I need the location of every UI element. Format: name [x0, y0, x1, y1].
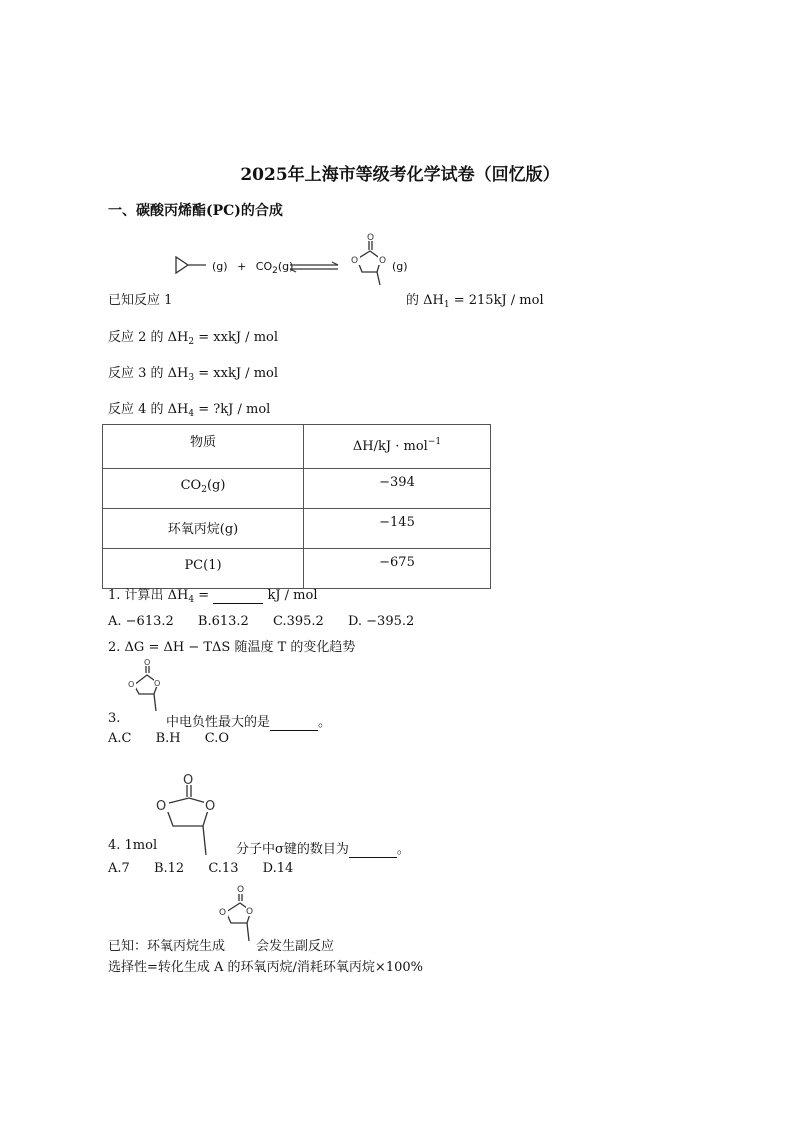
table-header-dh [304, 425, 491, 469]
substance-name: CO [180, 478, 202, 493]
product-state: (g) [392, 260, 408, 273]
substance-sub: 2 [201, 485, 207, 495]
question-2: 2. ΔG = ΔH − TΔS 随温度 T 的变化趋势 [108, 640, 356, 655]
plus-sign: + [237, 260, 247, 273]
svg-text:O: O [219, 908, 227, 918]
known-prefix: 已知：环氧丙烷生成 [108, 939, 226, 954]
table-cell-substance [103, 469, 304, 509]
table-row [103, 469, 491, 509]
svg-text:O: O [246, 907, 254, 917]
reaction-2-line [108, 326, 278, 347]
pc-structure-q3 [126, 656, 162, 714]
option-c: C.13 [208, 861, 239, 876]
table-row [103, 509, 491, 549]
co2-formula: CO [255, 260, 273, 273]
reaction-2-value: = xxkJ / mol [194, 330, 279, 345]
svg-text:O: O [367, 233, 375, 243]
option-d: D. −395.2 [347, 614, 415, 629]
reaction-1-dh-sub: 1 [443, 300, 450, 310]
option-b: B.613.2 [197, 614, 249, 629]
table-header-dh-label: ΔH/kJ · mol [352, 439, 428, 454]
reaction-2-sub: 2 [188, 337, 195, 347]
option-a: A.C [108, 731, 132, 746]
q3-text: 中电负性最大的是 [166, 715, 271, 730]
q4-text: 分子中σ键的数目为 [236, 842, 349, 857]
svg-text:O: O [379, 256, 387, 266]
q4-options [108, 861, 313, 876]
reaction-2-prefix: 反应 2 的 ΔH [108, 330, 189, 345]
reaction-3-prefix: 反应 3 的 ΔH [108, 366, 189, 381]
table-row [103, 549, 491, 589]
reaction-4-value: = ?kJ / mol [194, 402, 271, 417]
table-header-row [103, 425, 491, 469]
svg-text:O: O [351, 256, 359, 266]
reactant-state: (g) [212, 260, 228, 273]
option-c: C.395.2 [272, 614, 324, 629]
page-title: 2025年上海市等级考化学试卷（回忆版） [240, 165, 560, 185]
reaction-3-sub: 3 [188, 373, 195, 383]
table-cell-value: −675 [304, 549, 491, 589]
q4-end: 。 [396, 842, 410, 857]
reaction-4-prefix: 反应 4 的 ΔH [108, 402, 189, 417]
co2-subscript: 2 [272, 266, 278, 276]
q3-number: 3. [108, 711, 121, 726]
svg-text:O: O [205, 799, 216, 814]
table-cell-value: −145 [304, 509, 491, 549]
q1-options [108, 614, 434, 629]
equilibrium-arrow [288, 262, 340, 272]
reaction-1-dh-label: 的 ΔH [406, 293, 444, 308]
q4-answer-blank [349, 842, 397, 858]
q1-sub: 4 [188, 595, 195, 605]
co2-state: (g) [277, 260, 294, 273]
pc-structure-q4 [150, 770, 220, 858]
option-a: A.7 [108, 861, 130, 876]
option-b: B.H [155, 731, 181, 746]
svg-text:O: O [128, 680, 135, 689]
reaction-1-dh [406, 289, 544, 310]
option-a: A. −613.2 [108, 614, 174, 629]
reaction-1-label: 已知反应 1 [108, 293, 173, 308]
q1-eq: = [194, 588, 214, 603]
enthalpy-table [102, 424, 491, 589]
svg-text:O: O [237, 885, 245, 895]
reaction-4-line [108, 398, 270, 419]
pc-atom-labels [346, 232, 390, 288]
svg-text:O: O [156, 799, 167, 814]
substance-name: PC(1) [184, 558, 222, 573]
reaction-1-dh-value: = 215kJ / mol [449, 293, 544, 308]
q1-answer-blank [213, 588, 263, 604]
option-d: D.14 [262, 861, 294, 876]
question-1 [108, 584, 318, 605]
table-cell-substance [103, 509, 304, 549]
option-b: B.12 [153, 861, 185, 876]
section-heading: 一、碳酸丙烯酯(PC)的合成 [108, 203, 283, 219]
reaction-3-value: = xxkJ / mol [194, 366, 279, 381]
question-3 [166, 711, 331, 731]
q1-unit: kJ / mol [263, 588, 318, 603]
reaction-3-line [108, 362, 278, 383]
table-cell-value: −394 [304, 469, 491, 509]
q3-end: 。 [318, 715, 332, 730]
substance-name: 环氧丙烷(g) [167, 522, 239, 537]
q3-options [108, 731, 249, 746]
table-cell-substance [103, 549, 304, 589]
q4-number: 4. 1mol [108, 838, 158, 853]
table-header-dh-sup: −1 [427, 437, 442, 447]
svg-text:O: O [183, 773, 194, 788]
known-suffix: 会发生副反应 [256, 939, 335, 954]
svg-text:O: O [144, 658, 151, 667]
epoxide-structure [168, 254, 208, 278]
question-4 [236, 838, 410, 858]
svg-text:O: O [154, 679, 161, 688]
table-header-substance: 物质 [103, 425, 304, 469]
reaction-4-sub: 4 [188, 409, 195, 419]
option-c: C.O [204, 731, 230, 746]
substance-suffix: (g) [206, 478, 226, 493]
q3-answer-blank [270, 715, 318, 731]
selectivity-definition: 选择性=转化生成 A 的环氧丙烷/消耗环氧丙烷×100% [108, 960, 423, 975]
q1-text: 1. 计算出 ΔH [108, 588, 189, 603]
